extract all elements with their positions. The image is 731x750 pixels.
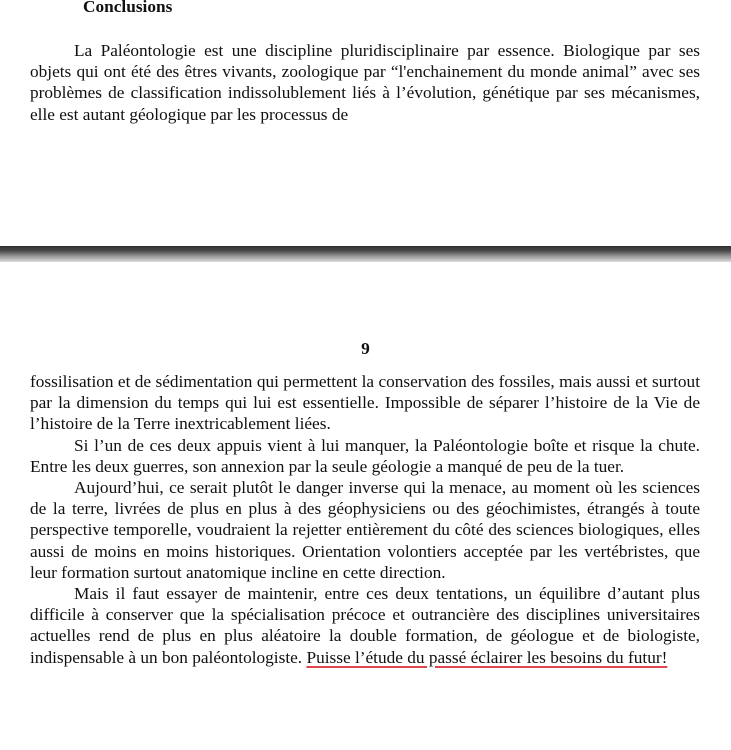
body-paragraph: Aujourd’hui, ce serait plutôt le danger inverse qui la menace, au moment où les sciences de la terre, livrées de plus en plus à des géophysiciens ou des géochimistes, étrangés à toute perspective temporelle, voudraient la rejetter entièrement du côté des sciences biologiques, elles aussi de moins en moins historiques. Orientation volontiers acceptée par les vertébristes, que leur formation surtout anatomique incline en cette direction. [30, 478, 700, 582]
highlighted-sentence: Puisse l’étude du passé éclairer les besoins du futur! [306, 647, 668, 667]
page-separator [0, 246, 731, 262]
page-number: 9 [361, 339, 370, 358]
conclusion-paragraph-1: La Paléontologie est une discipline pluridisciplinaire par essence. Biologique par ses objets qui ont été des êtres vivants, zoologique par “l'enchainement du monde animal” avec ses problèmes de classification indissolublement liés à l’évolution, génétique par ses mécanismes, elle est autant géologique par les processus de [30, 41, 700, 124]
continued-paragraph: fossilisation et de sédimentation qui permettent la conservation des fossiles, mais aussi et surtout par la dimension du temps qui lui est essentielle. Impossible de séparer l’histoire de la Vie de l’histoire de la Terre inextricablement liées. [30, 372, 700, 434]
section-heading: Conclusions [83, 0, 173, 16]
page-body-text [30, 371, 700, 668]
document-page-bottom [0, 262, 731, 750]
body-paragraph: Si l’un de ces deux appuis vient à lui manquer, la Paléontologie boîte et risque la chute. Entre les deux guerres, son annexion par la seule géologie a manqué de peu de la tuer. [30, 435, 700, 476]
document-page-top [0, 0, 731, 246]
final-paragraph-text: Mais il faut essayer de maintenir, entre ces deux tentations, un équilibre d’autant plus difficile à conserver que la spécialisation précoce et outrancière des disciplines universitaires actuelles rend de plus en plus aléatoire la double formation, de géologue et de biologiste, indispensable à un bon paléontologiste. [30, 584, 700, 667]
final-paragraph [30, 583, 700, 668]
